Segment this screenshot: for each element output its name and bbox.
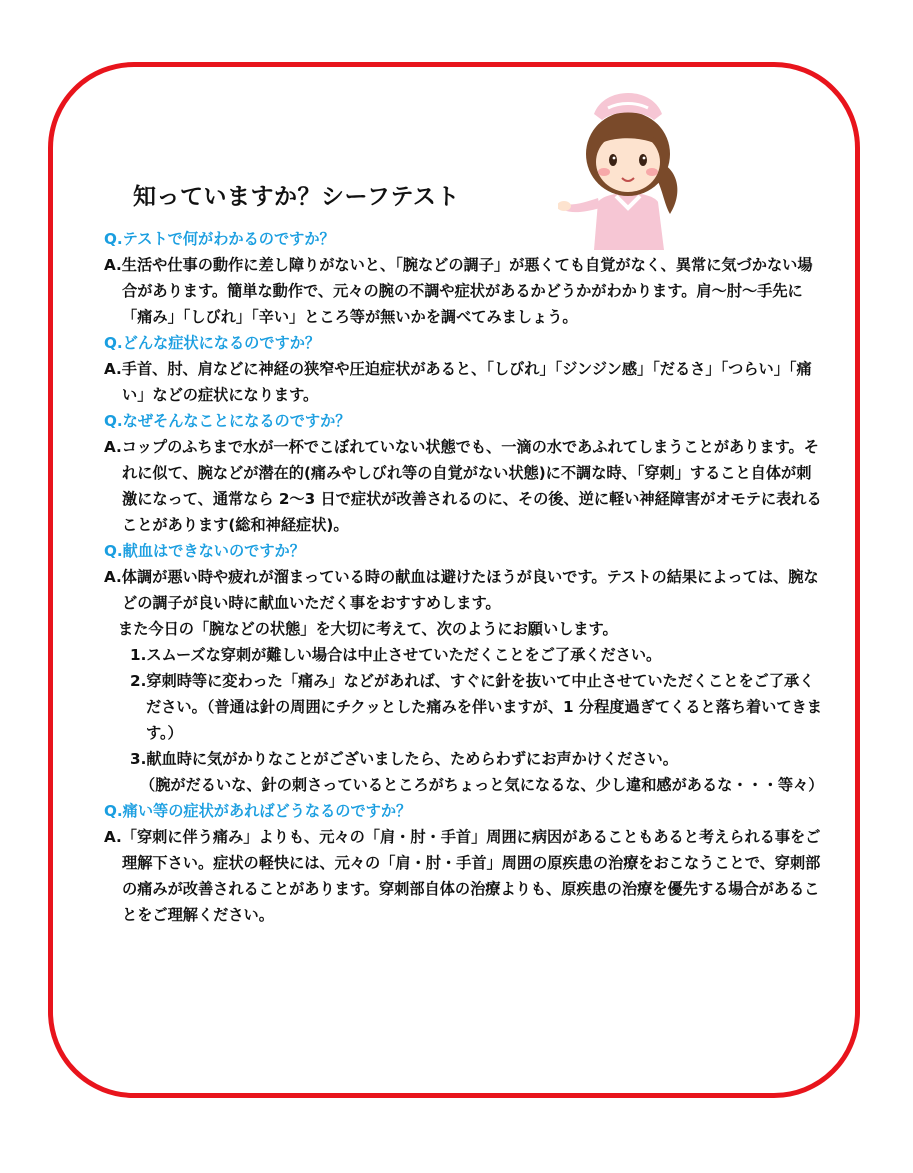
request-item-2: 2.穿刺時等に変わった「痛み」などがあれば、すぐに針を抜いて中止させていただくことをご了承ください。（普通は針の周囲にチクッとした痛みを伴いますが、1 分程度過ぎてくると落ち着いてきます。） <box>130 672 822 742</box>
answer-1: A.生活や仕事の動作に差し障りがないと、「腕などの調子」が悪くても自覚がなく、異常に気づかない場合があります。簡単な動作で、元々の腕の不調や症状があるかどうかがわかります。肩～肘～手先に「痛み」「しびれ」「辛い」ところ等が無いかを調べてみましょう。 <box>104 256 813 326</box>
request-item-3: 3.献血時に気がかりなことがございましたら、ためらわずにお声かけください。 <box>130 750 678 768</box>
question-2: Q.どんな症状になるのですか？ <box>104 334 321 352</box>
question-1: Q.テストで何がわかるのですか？ <box>104 230 335 248</box>
answer-2: A.手首、肘、肩などに神経の狭窄や圧迫症状があると、「しびれ」「ジンジン感」「だるさ」「つらい」「痛い」などの症状になります。 <box>104 360 812 404</box>
question-4: Q.献血はできないのですか？ <box>104 542 305 560</box>
answer-5: A.「穿刺に伴う痛み」よりも、元々の「肩・肘・手首」周囲に病因があることもあると考えられる事をご理解下さい。症状の軽快には、元々の「肩・肘・手首」周囲の原疾患の治療をおこなうことで、穿刺部の痛みが改善されることがあります。穿刺部自体の治療よりも、原疾患の治療を優先する場合があることをご理解ください。 <box>104 828 821 924</box>
page-title: 知っていますか？シーフテスト <box>133 184 460 210</box>
faq-content <box>104 226 824 928</box>
question-5: Q.痛い等の症状があればどうなるのですか？ <box>104 802 412 820</box>
answer-4: A.体調が悪い時や疲れが溜まっている時の献血は避けたほうが良いです。テストの結果によっては、腕などの調子が良い時に献血いただく事をおすすめします。 <box>104 568 819 612</box>
request-item-1: 1.スムーズな穿刺が難しい場合は中止させていただくことをご了承ください。 <box>130 646 662 664</box>
answer-4-note: また今日の「腕などの状態」を大切に考えて、次のようにお願いします。 <box>118 620 618 638</box>
answer-3: A.コップのふちまで水が一杯でこぼれていない状態でも、一滴の水であふれてしまうことがあります。それに似て、腕などが潜在的(痛みやしびれ等の自覚がない状態)に不調な時、「穿刺」すること自体が刺激になって、通常なら 2～3 日で症状が改善されるのに、その後、逆に軽い神経障害がオモテに表れることがあります(総和神経症状)。 <box>104 438 822 534</box>
request-item-3-examples: （腕がだるいな、針の刺さっているところがちょっと気になるな、少し違和感があるな・・・等々） <box>140 776 824 794</box>
question-3: Q.なぜそんなことになるのですか？ <box>104 412 351 430</box>
nurse-illustration <box>558 74 698 250</box>
request-list <box>104 642 824 772</box>
